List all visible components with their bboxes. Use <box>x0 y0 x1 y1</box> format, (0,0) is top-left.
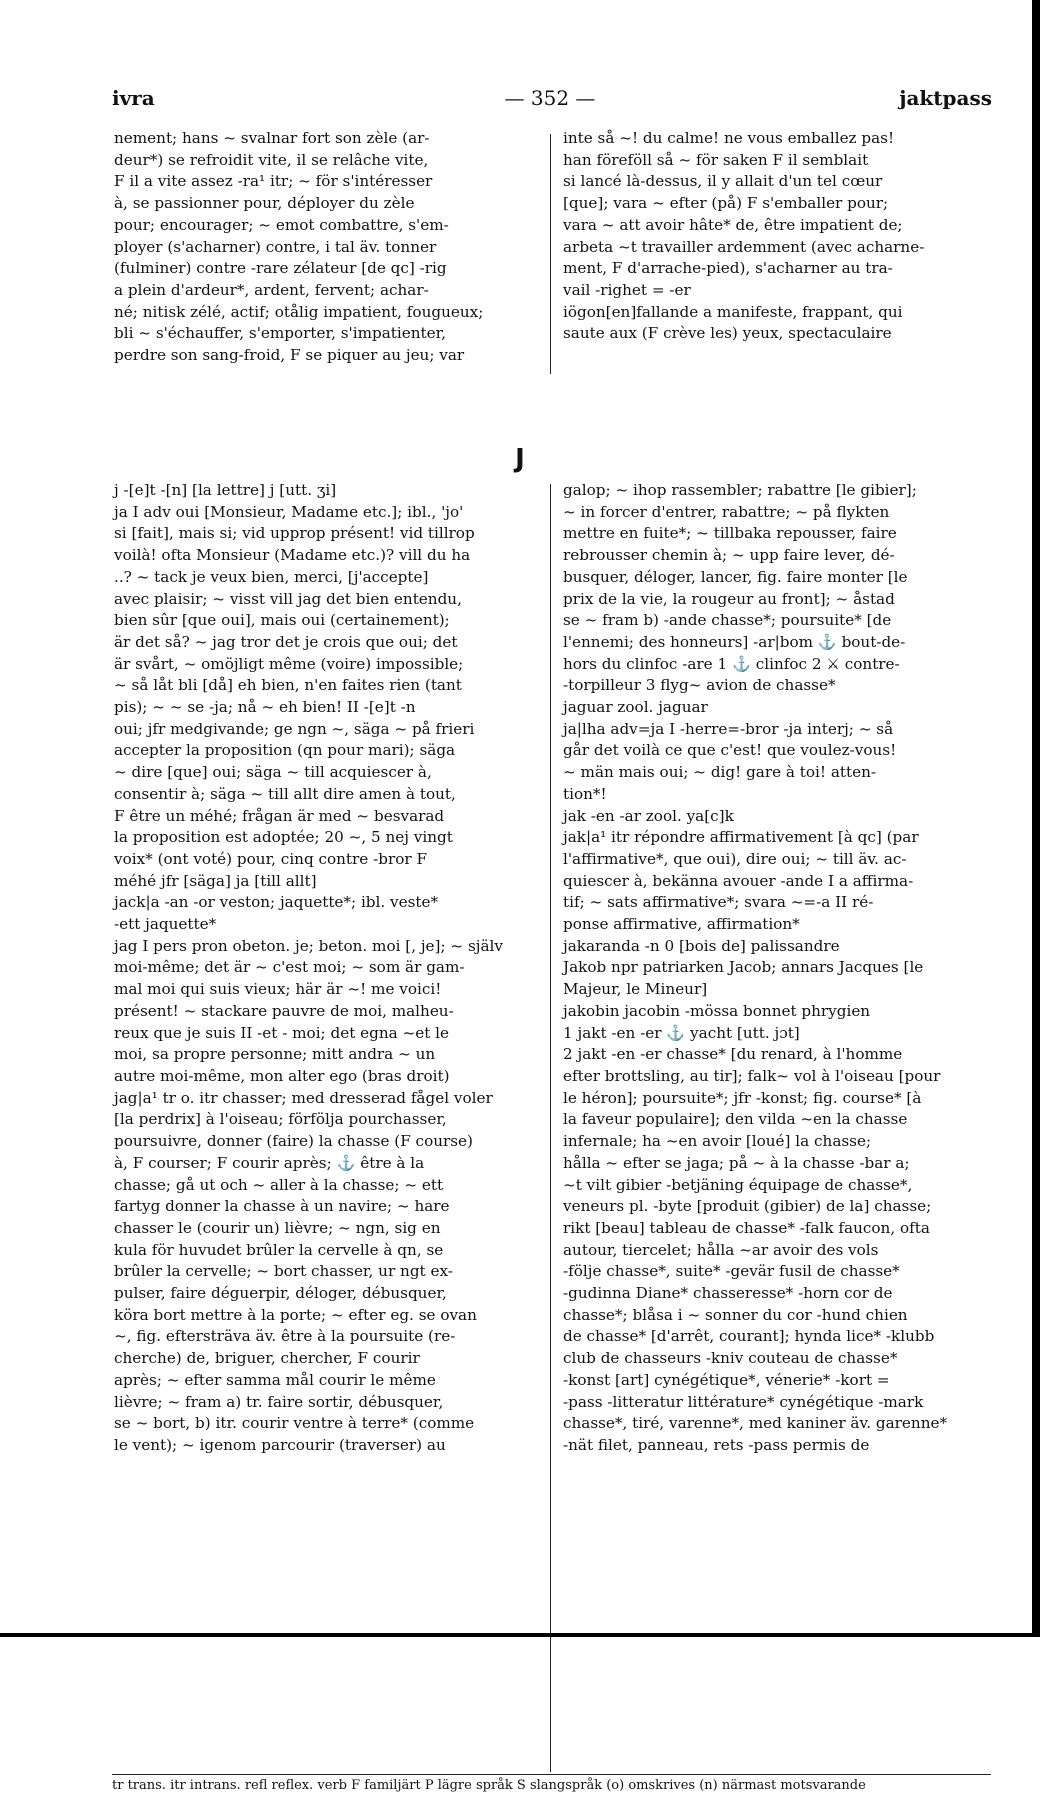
text-line: se ~ bort, b) itr. courir ventre à terre* (comme <box>114 1414 475 1433</box>
text-line: [que]; vara ~ efter (på) F s'emballer pour; <box>563 194 889 213</box>
text-line: poursuivre, donner (faire) la chasse (F course) <box>114 1132 473 1151</box>
text-line: jak|a¹ itr répondre affirmativement [à qc] (par <box>563 828 919 847</box>
text-line: ja|lha adv=ja I -herre=-bror -ja interj; ~ så <box>563 719 894 738</box>
text-line: si lancé là-dessus, il y allait d'un tel cœur <box>563 172 883 191</box>
text-line: après; ~ efter samma mål courir le même <box>114 1370 436 1389</box>
scan-edge-bottom <box>0 1633 1040 1637</box>
text-line: méhé jfr [säga] ja [till allt] <box>114 871 317 890</box>
text-line: autre moi-même, mon alter ego (bras droit) <box>114 1066 450 1085</box>
text-line: ment, F d'arrache-pied), s'acharner au tra- <box>563 259 893 278</box>
text-line: jakobin jacobin -mössa bonnet phrygien <box>563 1001 871 1020</box>
text-line: la faveur populaire]; den vilda ~en la chasse <box>563 1110 908 1129</box>
text-line: ja I adv oui [Monsieur, Madame etc.]; ibl., 'jo' <box>114 502 464 521</box>
text-line: är det så? ~ jag tror det je crois que oui; det <box>114 632 458 651</box>
text-line: köra bort mettre à la porte; ~ efter eg. se ovan <box>114 1305 477 1324</box>
text-line: ..? ~ tack je veux bien, merci, [j'accepte] <box>114 567 429 586</box>
text-line: tion*! <box>563 784 607 803</box>
text-line: autour, tiercelet; hålla ~ar avoir des vols <box>563 1240 879 1259</box>
text-line: a plein d'ardeur*, ardent, fervent; achar- <box>114 280 429 299</box>
text-line: inte så ~! du calme! ne vous emballez pas! <box>563 129 895 147</box>
text-line: moi, sa propre personne; mitt andra ~ un <box>114 1045 436 1064</box>
text-line: saute aux (F crève les) yeux, spectaculaire <box>563 324 892 343</box>
text-line: -ett jaquette* <box>114 915 217 934</box>
text-line: à, F courser; F courir après; ⚓ être à la <box>114 1153 425 1172</box>
text-line: pulser, faire déguerpir, déloger, débusquer, <box>114 1284 447 1303</box>
text-line: 1 jakt -en -er ⚓ yacht [utt. jɔt] <box>563 1023 800 1042</box>
text-line: bien sûr [que oui], mais oui (certainement); <box>114 611 450 630</box>
text-line: accepter la proposition (qn pour mari); säga <box>114 741 456 760</box>
text-line: iögon[en]fallande a manifeste, frappant, qui <box>563 302 903 321</box>
text-line: le vent); ~ igenom parcourir (traverser) au <box>114 1435 446 1454</box>
header-left-guideword: ivra <box>112 86 155 110</box>
text-line: pour; encourager; ~ emot combattre, s'em- <box>114 215 449 234</box>
text-line: oui; jfr medgivande; ge ngn ~, säga ~ på frieri <box>114 719 475 738</box>
text-line: chasse; gå ut och ~ aller à la chasse; ~ ett <box>114 1175 444 1194</box>
abbreviation-legend: tr trans. itr intrans. refl reflex. verb F familjärt P lägre språk S slangspråk (o) omskrives (n) närmast motsvarande <box>112 1778 866 1793</box>
text-line: de chasse* [d'arrêt, courant]; hynda lice* -klubb <box>563 1327 935 1346</box>
text-line: la proposition est adoptée; 20 ~, 5 nej vingt <box>114 828 453 847</box>
text-line: F être un méhé; frågan är med ~ besvarad <box>114 806 445 825</box>
text-line: ployer (s'acharner) contre, i tal äv. tonner <box>114 237 437 256</box>
text-line: à, se passionner pour, déployer du zèle <box>114 194 415 213</box>
text-line: chasser le (courir un) lièvre; ~ ngn, sig en <box>114 1218 441 1237</box>
text-line: -pass -litteratur littérature* cynégétique -mark <box>563 1392 924 1411</box>
text-line: consentir à; säga ~ till allt dire amen à tout, <box>114 784 456 803</box>
main-left-column <box>114 480 538 1457</box>
text-line: bli ~ s'échauffer, s'emporter, s'impatienter, <box>114 324 446 343</box>
text-line: Jakob npr patriarken Jacob; annars Jacques [le <box>563 958 924 977</box>
text-line: F il a vite assez -ra¹ itr; ~ för s'intéresser <box>114 172 433 191</box>
text-line: hors du clinfoc -are 1 ⚓ clinfoc 2 ⚔ contre- <box>563 654 900 673</box>
text-line: veneurs pl. -byte [produit (gibier) de la] chasse; <box>563 1197 932 1216</box>
text-line: reux que je suis II -et - moi; det egna ~et le <box>114 1023 450 1042</box>
text-line: han föreföll så ~ för saken F il semblait <box>563 150 869 169</box>
text-line: ~, fig. eftersträva äv. être à la poursuite (re- <box>114 1327 456 1346</box>
text-line: j -[e]t -[n] [la lettre] j [utt. ʒi] <box>114 481 337 499</box>
text-line: vara ~ att avoir hâte* de, être impatient de; <box>563 215 903 234</box>
text-line: rikt [beau] tableau de chasse* -falk faucon, ofta <box>563 1218 930 1237</box>
text-line: brûler la cervelle; ~ bort chasser, ur ngt ex- <box>114 1262 453 1281</box>
text-line: prix de la vie, la rougeur au front]; ~ åstad <box>563 589 895 608</box>
text-line: efter brottsling, au tir]; falk~ vol à l'oiseau [pour <box>563 1066 941 1085</box>
text-line: jack|a -an -or veston; jaquette*; ibl. veste* <box>114 893 439 912</box>
text-line: chasse*, tiré, varenne*, med kaniner äv. garenne* <box>563 1414 948 1433</box>
text-line: 2 jakt -en -er chasse* [du renard, à l'homme <box>563 1045 903 1064</box>
text-line: jaguar zool. jaguar <box>563 698 708 717</box>
text-line: né; nitisk zélé, actif; otålig impatient, fougueux; <box>114 302 484 321</box>
text-line: lièvre; ~ fram a) tr. faire sortir, débusquer, <box>114 1392 444 1411</box>
text-line: vail -righet = -er <box>563 280 691 299</box>
text-line: jak -en -ar zool. ya[c]k <box>563 806 734 825</box>
text-line: arbeta ~t travailler ardemment (avec acharne- <box>563 237 925 256</box>
text-line: présent! ~ stackare pauvre de moi, malheu- <box>114 1001 454 1020</box>
top-right-column <box>563 128 991 345</box>
text-line: -nät filet, panneau, rets -pass permis de <box>563 1435 870 1454</box>
text-line: -gudinna Diane* chasseresse* -horn cor de <box>563 1284 893 1303</box>
text-line: le héron]; poursuite*; jfr -konst; fig. course* [à <box>563 1088 922 1107</box>
text-line: ponse affirmative, affirmation* <box>563 915 800 934</box>
page-number: — 352 — <box>504 86 596 110</box>
text-line: infernale; ha ~en avoir [loué] la chasse; <box>563 1132 872 1151</box>
text-line: cherche) de, briguer, chercher, F courir <box>114 1349 420 1368</box>
text-line: -följe chasse*, suite* -gevär fusil de chasse* <box>563 1262 900 1281</box>
text-line: jakaranda -n 0 [bois de] palissandre <box>563 936 840 955</box>
footer-rule <box>112 1774 991 1775</box>
text-line: moi-même; det är ~ c'est moi; ~ som är gam- <box>114 958 465 977</box>
column-divider-top <box>550 134 551 374</box>
text-line: rebrousser chemin à; ~ upp faire lever, dé- <box>563 546 895 565</box>
text-line: (fulminer) contre -rare zélateur [de qc] -rig <box>114 259 447 278</box>
text-line: voix* (ont voté) pour, cinq contre -bror F <box>114 849 427 868</box>
text-line: går det voilà ce que c'est! que voulez-vous! <box>563 741 897 760</box>
text-line: ~ dire [que] oui; säga ~ till acquiescer à, <box>114 763 432 782</box>
text-line: jag|a¹ tr o. itr chasser; med dresserad fågel voler <box>114 1088 493 1107</box>
text-line: si [fait], mais si; vid upprop présent! vid tillrop <box>114 524 475 543</box>
text-line: voilà! ofta Monsieur (Madame etc.)? vill du ha <box>114 546 471 565</box>
text-line: club de chasseurs -kniv couteau de chasse* <box>563 1349 898 1368</box>
text-line: mettre en fuite*; ~ tillbaka repousser, faire <box>563 524 897 543</box>
column-divider-main <box>550 484 551 1772</box>
text-line: fartyg donner la chasse à un navire; ~ hare <box>114 1197 450 1216</box>
text-line: ~t vilt gibier -betjäning équipage de chasse*, <box>563 1175 913 1194</box>
text-line: pis); ~ ~ se -ja; nå ~ eh bien! II -[e]t -n <box>114 698 416 717</box>
text-line: busquer, déloger, lancer, fig. faire monter [le <box>563 567 908 586</box>
text-line: chasse*; blåsa i ~ sonner du cor -hund chien <box>563 1305 908 1324</box>
text-line: se ~ fram b) -ande chasse*; poursuite* [de <box>563 611 892 630</box>
text-line: avec plaisir; ~ visst vill jag det bien entendu, <box>114 589 462 608</box>
text-line: tif; ~ sats affirmative*; svara ~=-a II ré- <box>563 893 874 912</box>
text-line: galop; ~ ihop rassembler; rabattre [le gibier]; <box>563 481 917 499</box>
text-line: kula för huvudet brûler la cervelle à qn, se <box>114 1240 444 1259</box>
text-line: deur*) se refroidit vite, il se relâche vite, <box>114 150 429 169</box>
text-line: mal moi qui suis vieux; här är ~! me voici! <box>114 980 442 999</box>
text-line: l'affirmative*, que oui), dire oui; ~ till äv. ac- <box>563 849 907 868</box>
scan-edge-right <box>1032 0 1040 1637</box>
text-line: Majeur, le Mineur] <box>563 980 708 999</box>
text-line: quiescer à, bekänna avouer -ande I a affirma- <box>563 871 914 890</box>
text-line: -konst [art] cynégétique*, vénerie* -kort = <box>563 1370 890 1389</box>
text-line: nement; hans ~ svalnar fort son zèle (ar- <box>114 129 430 147</box>
text-line: [la perdrix] à l'oiseau; förfölja pourchasser, <box>114 1110 447 1129</box>
text-line: är svårt, ~ omöjligt même (voire) impossible; <box>114 654 464 673</box>
section-letter: J <box>515 444 525 474</box>
text-line: l'ennemi; des honneurs] -ar|bom ⚓ bout-de- <box>563 632 906 651</box>
text-line: ~ in forcer d'entrer, rabattre; ~ på flykten <box>563 502 890 521</box>
text-line: ~ män mais oui; ~ dig! gare à toi! atten- <box>563 763 876 782</box>
text-line: jag I pers pron obeton. je; beton. moi [, je]; ~ själv <box>114 936 503 955</box>
text-line: -torpilleur 3 flyg~ avion de chasse* <box>563 676 836 695</box>
header-right-guideword: jaktpass <box>899 86 992 110</box>
text-line: ~ så låt bli [då] eh bien, n'en faites rien (tant <box>114 676 462 695</box>
text-line: hålla ~ efter se jaga; på ~ à la chasse -bar a; <box>563 1153 910 1172</box>
text-line: perdre son sang-froid, F se piquer au jeu; var <box>114 346 465 365</box>
main-right-column <box>563 480 991 1457</box>
top-left-column <box>114 128 538 367</box>
